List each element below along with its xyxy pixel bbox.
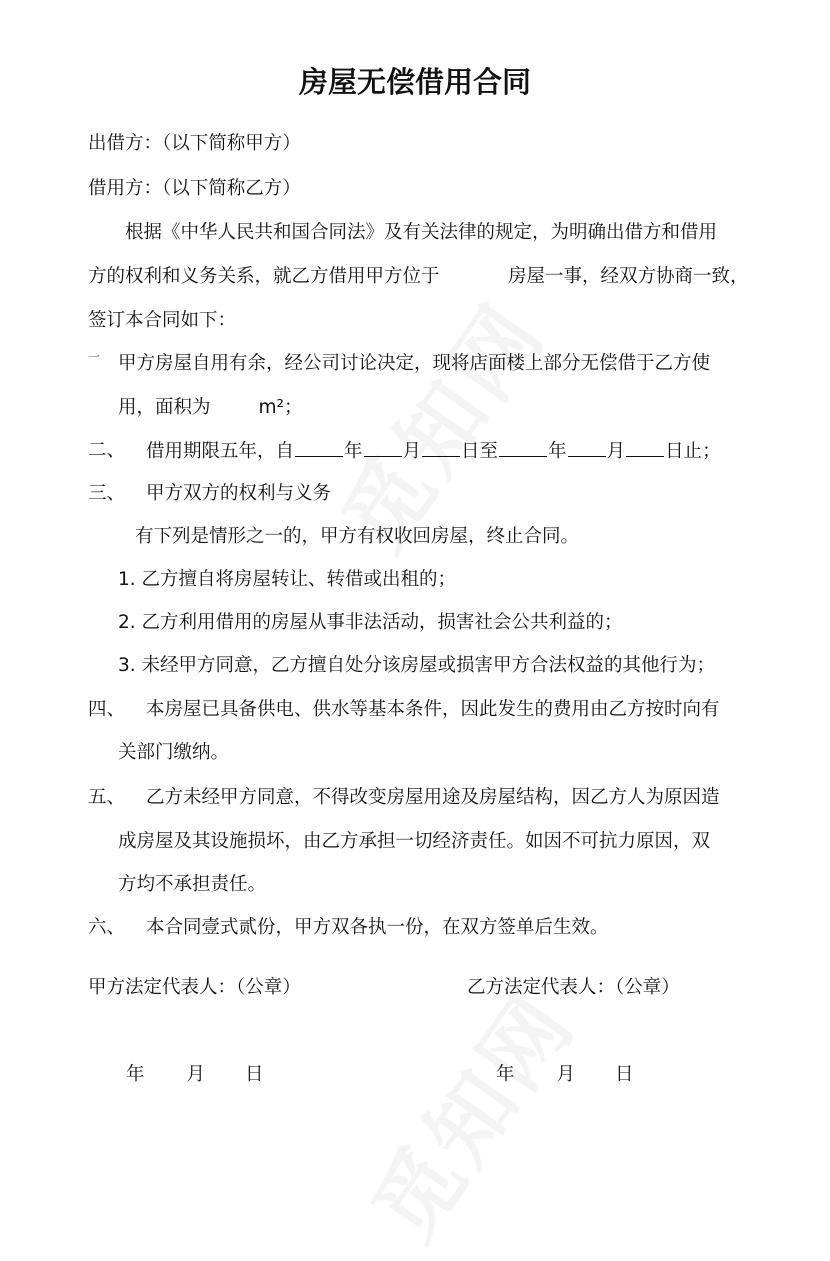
clause-3-number: 三、: [88, 483, 126, 504]
list-item: [118, 610, 623, 636]
blank-end-day: [626, 438, 664, 457]
clause-1-line-2: [118, 395, 302, 421]
clause-5-line-1: 乙方未经甲方同意，不得改变房屋用途及房屋结构，因乙方人为原因造: [146, 787, 720, 808]
intro-line-2a: 方的权利和义务关系，就乙方借用甲方位于: [88, 266, 440, 287]
party-b-signature: 乙方法定代表人：（公章）: [467, 977, 680, 998]
party-a-signature: 甲方法定代表人：（公章）: [88, 977, 301, 998]
clause-2-day-end: 日止；: [665, 441, 721, 462]
list-item-number: 3.: [118, 655, 136, 676]
date-year: 年: [126, 1064, 145, 1085]
date-month: 月: [556, 1064, 576, 1085]
intro-line-3: 签订本合同如下：: [88, 310, 237, 331]
clause-2-text: 借用期限五年，自: [146, 441, 295, 462]
list-item-number: 2.: [118, 612, 136, 633]
borrower-line: 借用方：（以下简称乙方）: [88, 178, 301, 199]
watermark-bottom: [338, 963, 598, 1260]
clause-4-line-2: 关部门缴纳。: [118, 742, 230, 763]
clause-4-number: 四、: [88, 699, 126, 720]
party-b-date: [496, 1062, 634, 1088]
clause-2-year: 年: [344, 441, 363, 462]
lender-line: 出借方：（以下简称甲方）: [88, 133, 301, 154]
clause-2-number: 二、: [88, 440, 126, 461]
clause-2-month: 月: [402, 441, 422, 462]
date-day: 日: [245, 1064, 264, 1085]
list-item-text: 乙方利用借用的房屋从事非法活动，损害社会公共利益的；: [141, 612, 623, 633]
clause-6-text: 本合同壹式贰份，甲方双各执一份，在双方签单后生效。: [146, 917, 609, 938]
blank-end-month: [568, 438, 606, 457]
blank-start-day: [422, 438, 460, 457]
blank-start-year: [295, 438, 343, 457]
date-day: 日: [615, 1064, 634, 1085]
clause-3-text: 甲方双方的权利与义务: [146, 483, 332, 504]
list-item: [118, 653, 715, 679]
clause-4-line-1: 本房屋已具备供电、供水等基本条件，因此发生的费用由乙方按时向有: [146, 699, 720, 720]
clause-6-number: 六、: [88, 917, 126, 938]
clause-2-day-to: 日至: [461, 441, 499, 462]
clause-3-sub: 有下列是情形之一的，甲方有权收回房屋，终止合同。: [135, 526, 580, 547]
intro-line-2b: 房屋一事，经双方协商一致，: [508, 266, 749, 287]
clause-5-line-2: 成房屋及其设施损坏，由乙方承担一切经济责任。如因不可抗力原因，双: [118, 831, 711, 852]
clause-5-line-3: 方均不承担责任。: [118, 874, 267, 895]
list-item: [118, 567, 456, 593]
clause-1-unit: m²；: [258, 397, 303, 418]
intro-line-1: 根据《中华人民共和国合同法》及有关法律的规定，为明确出借方和借用: [125, 222, 718, 243]
clause-2-line: [146, 438, 721, 465]
clause-2-month-2: 月: [606, 441, 626, 462]
document-title: 房屋无偿借用合同: [298, 65, 531, 99]
list-item-text: 乙方擅自将房屋转让、转借或出租的；: [141, 569, 457, 590]
clause-1-area-label: 用，面积为: [118, 397, 211, 418]
party-a-date: [126, 1062, 264, 1088]
list-item-text: 未经甲方同意，乙方擅自处分该房屋或损害甲方合法权益的其他行为；: [141, 655, 716, 676]
date-year: 年: [496, 1064, 515, 1085]
blank-start-month: [364, 438, 402, 457]
clause-1-line-1: 甲方房屋自用有余，经公司讨论决定，现将店面楼上部分无偿借于乙方使: [118, 353, 711, 374]
clause-1-marker: 一: [88, 350, 101, 364]
blank-end-year: [499, 438, 547, 457]
clause-2-year-2: 年: [548, 441, 567, 462]
list-item-number: 1.: [118, 569, 136, 590]
clause-5-number: 五、: [88, 787, 126, 808]
date-month: 月: [186, 1064, 206, 1085]
